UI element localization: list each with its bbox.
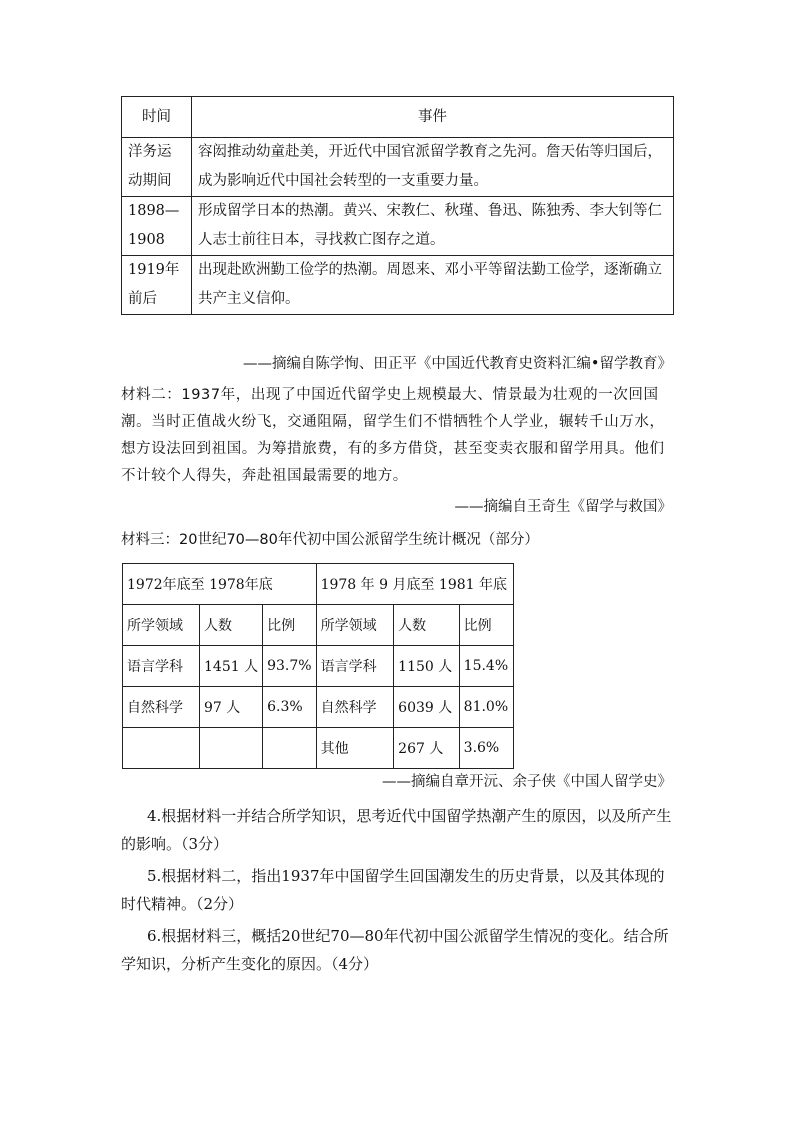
cell-count: 6039 人 bbox=[394, 687, 460, 728]
question-6 bbox=[121, 922, 674, 978]
table-row bbox=[122, 197, 674, 256]
material1-table bbox=[121, 96, 674, 315]
table-row bbox=[122, 256, 674, 315]
source-citation-1: ——摘编自陈学恂、田正平《中国近代教育史资料汇编•留学教育》 bbox=[242, 356, 672, 372]
table-row bbox=[123, 687, 514, 728]
question-4 bbox=[121, 802, 674, 858]
row-event: 出现赴欧洲勤工俭学的热潮。周恩来、邓小平等留法勤工俭学，逐渐确立共产主义信仰。 bbox=[192, 256, 674, 315]
cell-count: 267 人 bbox=[394, 728, 460, 769]
period2-header: 1978 年 9 月底至 1981 年底 bbox=[316, 564, 513, 605]
cell-field bbox=[123, 728, 200, 769]
cell-field: 其他 bbox=[316, 728, 394, 769]
question-6-text: 6.根据材料三，概括20世纪70—80年代初中国公派留学生情况的变化。结合所学知识，分析产生变化的原因。（4分） bbox=[121, 927, 669, 973]
cell-count: 97 人 bbox=[200, 687, 263, 728]
col-count: 人数 bbox=[394, 605, 460, 646]
source-citation-2: ——摘编自王奇生《留学与救国》 bbox=[454, 499, 672, 515]
question-5-text: 5.根据材料二，指出1937年中国留学生回国潮发生的历史背景，以及其体现的时代精神。（2分） bbox=[121, 867, 665, 913]
col-count: 人数 bbox=[200, 605, 263, 646]
row-time: 1898—1908 bbox=[122, 197, 192, 256]
material2-paragraph: 材料二：1937年，出现了中国近代留学史上规模最大、情景最为壮观的一次回国潮。当时正值战火纷飞，交通阻隔，留学生们不惜牺牲个人学业，辗转千山万水，想方设法回到祖国。为筹措旅费，有的多方借贷，甚至变卖衣服和留学用具。他们不计较个人得失，奔赴祖国最需要的地方。 bbox=[121, 387, 665, 484]
row-event: 容闳推动幼童赴美，开近代中国官派留学教育之先河。詹天佑等归国后，成为影响近代中国社会转型的一支重要力量。 bbox=[192, 138, 674, 197]
row-event: 形成留学日本的热潮。黄兴、宋教仁、秋瑾、鲁迅、陈独秀、李大钊等仁人志士前往日本，寻找救亡图存之道。 bbox=[192, 197, 674, 256]
cell-ratio: 6.3% bbox=[263, 687, 316, 728]
question-5 bbox=[121, 862, 674, 918]
table-row bbox=[122, 138, 674, 197]
col-ratio: 比例 bbox=[263, 605, 316, 646]
cell-ratio: 15.4% bbox=[459, 646, 513, 687]
cell-field: 自然科学 bbox=[123, 687, 200, 728]
cell-ratio bbox=[263, 728, 316, 769]
question-4-text: 4.根据材料一并结合所学知识，思考近代中国留学热潮产生的原因，以及所产生的影响。（3分） bbox=[121, 807, 672, 853]
table-row bbox=[123, 728, 514, 769]
header-event: 事件 bbox=[192, 97, 674, 138]
cell-field: 语言学科 bbox=[123, 646, 200, 687]
row-time: 1919年前后 bbox=[122, 256, 192, 315]
period1-header: 1972年底至 1978年底 bbox=[123, 564, 317, 605]
column-header-row bbox=[123, 605, 514, 646]
cell-ratio: 81.0% bbox=[459, 687, 513, 728]
cell-field: 语言学科 bbox=[316, 646, 394, 687]
statistics-table bbox=[122, 563, 514, 769]
col-field: 所学领域 bbox=[316, 605, 394, 646]
cell-ratio: 93.7% bbox=[263, 646, 316, 687]
cell-count: 1150 人 bbox=[394, 646, 460, 687]
table-row bbox=[123, 646, 514, 687]
material3-title: 材料三：20世纪70—80年代初中国公派留学生统计概况（部分） bbox=[121, 532, 539, 548]
period-header-row bbox=[123, 564, 514, 605]
table-header-row bbox=[122, 97, 674, 138]
row-time: 洋务运动期间 bbox=[122, 138, 192, 197]
cell-count bbox=[200, 728, 263, 769]
cell-ratio: 3.6% bbox=[459, 728, 513, 769]
cell-field: 自然科学 bbox=[316, 687, 394, 728]
col-field: 所学领域 bbox=[123, 605, 200, 646]
header-time: 时间 bbox=[122, 97, 192, 138]
cell-count: 1451 人 bbox=[200, 646, 263, 687]
col-ratio: 比例 bbox=[459, 605, 513, 646]
source-citation-3: ——摘编自章开沅、余子侠《中国人留学史》 bbox=[382, 774, 672, 790]
